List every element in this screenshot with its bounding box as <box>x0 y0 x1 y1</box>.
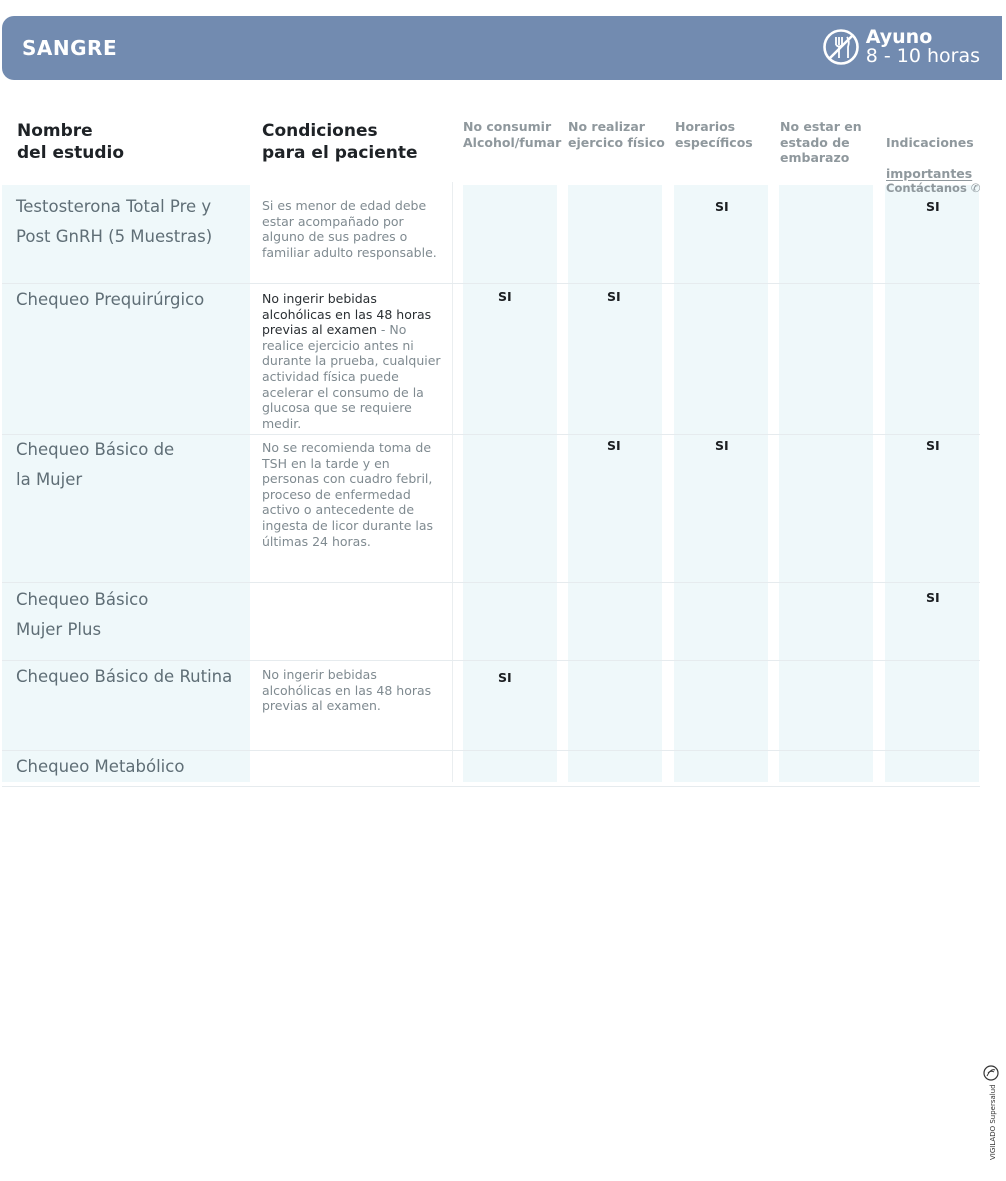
important-label-1: Indicaciones <box>886 134 974 150</box>
pregnancy-column-bg <box>779 185 873 782</box>
study-name: Chequeo Básico Mujer Plus <box>16 590 149 639</box>
alcohol-column-bg <box>463 185 557 782</box>
important-label-2: importantes <box>886 165 973 181</box>
schedule-flag: SI <box>715 199 729 214</box>
column-header-alcohol: No consumir Alcohol/fumar <box>463 119 562 150</box>
row-divider <box>2 660 980 661</box>
column-divider <box>452 182 453 782</box>
contact-label: Contáctanos <box>886 181 967 195</box>
patient-conditions: No ingerir bebidas alcohólicas en las 48 horas previas al examen. <box>262 667 432 714</box>
exercise-flag: SI <box>607 438 621 453</box>
patient-conditions: No se recomienda toma de TSH en la tarde y en personas con cuadro febril, proceso de enfermedad activo o antecedente de ingesta de licor durante las últimas 24 horas. <box>262 440 434 549</box>
fasting-label: Ayuno <box>865 26 933 48</box>
column-header-conditions: Condiciones para el paciente <box>262 121 418 163</box>
exercise-column-bg <box>568 185 662 782</box>
alcohol-flag: SI <box>498 670 512 685</box>
column-header-schedule: Horarios específicos <box>675 119 753 150</box>
column-header-name: Nombre del estudio <box>17 121 124 163</box>
column-header-exercise: No realizar ejercico físico <box>568 119 665 150</box>
row-divider <box>2 582 980 583</box>
study-name: Chequeo Prequirúrgico <box>16 290 205 309</box>
supersalud-logo-text: VIGILADO Supersalud <box>989 1084 997 1160</box>
fasting-badge <box>822 28 980 66</box>
schedule-column-bg <box>674 185 768 782</box>
fasting-hours: 8 - 10 horas <box>865 45 980 67</box>
important-column-bg <box>885 185 979 782</box>
no-fork-knife-icon <box>822 28 860 66</box>
patient-conditions: Si es menor de edad debe estar acompañado por alguno de sus padres o familiar adulto responsable. <box>262 198 437 260</box>
study-name: Chequeo Básico de la Mujer <box>16 440 175 489</box>
schedule-flag: SI <box>715 438 729 453</box>
row-divider <box>2 750 980 751</box>
section-header <box>2 16 1002 80</box>
alcohol-flag: SI <box>498 289 512 304</box>
important-flag: SI <box>926 438 940 453</box>
row-divider <box>2 283 980 284</box>
important-flag: SI <box>926 590 940 605</box>
column-header-pregnancy: No estar en estado de embarazo <box>780 119 862 165</box>
patient-conditions <box>262 291 444 431</box>
exercise-flag: SI <box>607 289 621 304</box>
contact-link[interactable] <box>886 181 980 197</box>
section-title: SANGRE <box>22 36 118 60</box>
study-name: Chequeo Básico de Rutina <box>16 667 233 686</box>
phone-icon: ✆ <box>970 181 981 195</box>
study-name: Chequeo Metabólico <box>16 757 185 776</box>
conditions-highlight: No ingerir bebidas alcohólicas en las 48 horas previas al examen <box>262 291 432 338</box>
supersalud-logo-icon <box>980 1064 1002 1164</box>
conditions-detail: - No realice ejercicio antes ni durante la prueba, cualquier actividad física puede acelerar el consumo de la glucosa que se requiere medir. <box>262 322 441 431</box>
important-flag: SI <box>926 199 940 214</box>
row-divider <box>2 786 980 787</box>
study-name: Testosterona Total Pre y Post GnRH (5 Muestras) <box>16 197 213 246</box>
